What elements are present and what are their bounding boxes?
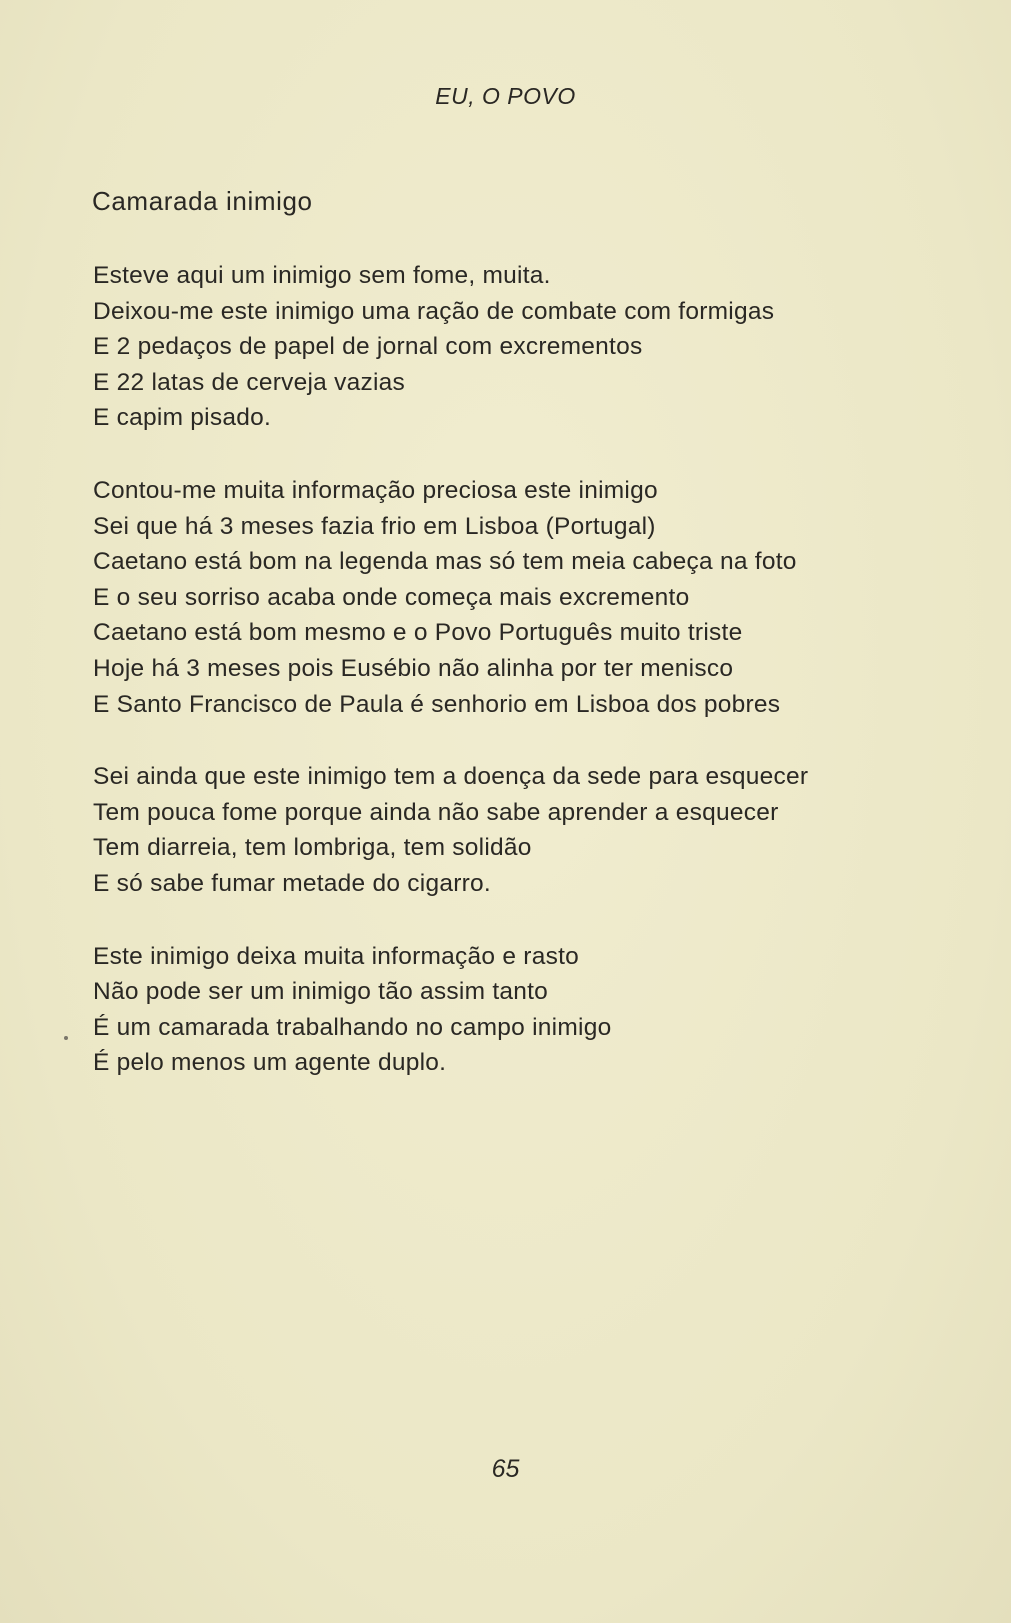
poem-line: É pelo menos um agente duplo.	[93, 1049, 447, 1077]
poem-line: Sei ainda que este inimigo tem a doença da sede para esquecer	[93, 763, 809, 791]
poem-line: Este inimigo deixa muita informação e rasto	[93, 942, 579, 970]
running-head: EU, O POVO	[435, 83, 576, 109]
poem-line: E capim pisado.	[93, 404, 272, 432]
poem-line: Caetano está bom na legenda mas só tem meia cabeça na foto	[93, 548, 797, 576]
poem-line: Não pode ser um inimigo tão assim tanto	[93, 978, 549, 1006]
poem-line: Tem pouca fome porque ainda não sabe aprender a esquecer	[93, 798, 779, 826]
stanza-3	[93, 759, 953, 901]
poem-line: Hoje há 3 meses pois Eusébio não alinha por ter menisco	[93, 654, 734, 682]
stanza-2	[93, 473, 953, 722]
poem-line: E só sabe fumar metade do cigarro.	[93, 869, 491, 897]
poem-line: E 2 pedaços de papel de jornal com excrementos	[93, 333, 643, 361]
poem-body	[93, 258, 953, 1118]
poem-line: E Santo Francisco de Paula é senhorio em Lisboa dos pobres	[93, 690, 781, 718]
stanza-1	[93, 258, 953, 436]
poem-line: É um camarada trabalhando no campo inimigo	[93, 1013, 612, 1041]
stanza-4	[93, 939, 953, 1081]
poem-line: Esteve aqui um inimigo sem fome, muita.	[93, 262, 551, 289]
poem-title: Camarada inimigo	[92, 186, 313, 216]
poem-line: Sei que há 3 meses fazia frio em Lisboa (Portugal)	[93, 512, 656, 540]
page-number: 65	[491, 1455, 520, 1483]
margin-speck	[64, 1036, 68, 1040]
poem-line: Caetano está bom mesmo e o Povo Português muito triste	[93, 619, 743, 647]
poem-line: Deixou-me este inimigo uma ração de combate com formigas	[93, 297, 775, 325]
poem-line: Contou-me muita informação preciosa este inimigo	[93, 476, 658, 504]
poem-line: Tem diarreia, tem lombriga, tem solidão	[93, 834, 532, 862]
poem-line: E o seu sorriso acaba onde começa mais excremento	[93, 583, 690, 611]
poem-line: E 22 latas de cerveja vazias	[93, 368, 406, 396]
